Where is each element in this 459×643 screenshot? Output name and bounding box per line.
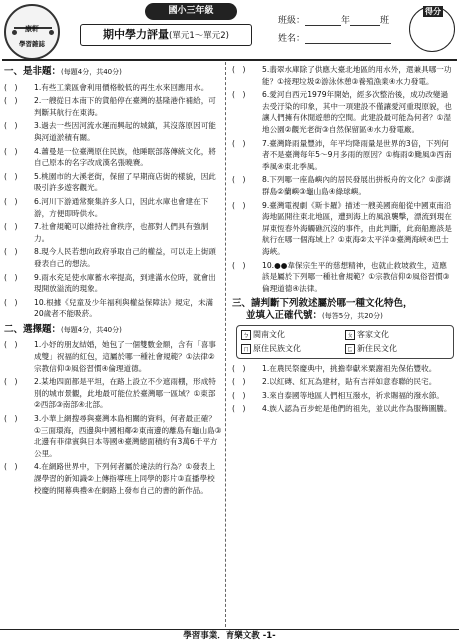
question-text: [262, 174, 454, 197]
question-body: 小妤的朋友結婚，她包了一個雙數金額，含有「喜事成雙」祝福的紅包，這屬於哪一種社會規範？①法律②宗教信仰③風俗習慣④倫理道德。: [34, 340, 216, 373]
name-label: 姓名：: [278, 34, 306, 44]
question-number: 2.: [34, 96, 42, 106]
section2-list-continued: [232, 64, 454, 294]
question-number: 3.: [34, 121, 42, 131]
question-body: 在農民祭慶典中，挑擔奉獻米粟謝祖先保佑豐收。: [269, 363, 437, 373]
question-body: 某地四面都是平坦，在路上設立不少遮雨棚，形成特別的城市景觀，此地最可能位於臺灣哪一區域？①東部②西部③南部④北部。: [34, 377, 216, 410]
question-text: [34, 146, 222, 169]
answer-blank[interactable]: ( ): [232, 90, 246, 100]
score-circle[interactable]: [409, 6, 455, 52]
question-number: 5.: [34, 171, 42, 181]
question-text: [262, 200, 454, 258]
publisher-logo: [4, 4, 60, 60]
question-item: [4, 146, 222, 169]
class-blank[interactable]: [350, 16, 380, 26]
question-number: 4.: [262, 404, 270, 414]
section2-heading: [4, 324, 222, 337]
question-number: 9.: [262, 200, 270, 210]
answer-blank[interactable]: ( ): [232, 200, 246, 210]
question-body: 臺灣降雨量豐沛，年平均降雨量是世界的3倍，下列何者不是臺灣每年5～9月多雨的原因？①梅雨②颱風③西南季風④東北季風。: [262, 138, 452, 171]
question-number: 7.: [262, 138, 270, 148]
question-text: [34, 171, 222, 194]
question-body: 在網路世界中，下列何者屬於違法的行為？①發表上課學習的新知識②上傳指導班上同學的影片③直播學校校慶的開幕典禮④在網路上發布自己的書的新作品。: [34, 462, 216, 495]
right-column: [232, 64, 454, 417]
section2-title: 二、選擇題：: [4, 323, 62, 335]
page-footer: 學習事業．育樂文教 -1-: [0, 629, 459, 643]
question-body: 族人認為百步蛇是他們的祖先，並以此作為服飾圖騰。: [269, 404, 452, 414]
question-text: [34, 413, 222, 459]
question-number: 1.: [34, 340, 42, 350]
section3-list: [232, 363, 454, 415]
question-body: 過去一些因河流水運而興起的城鎮，其沒落原因可能與河道淤積有關。: [34, 121, 216, 142]
question-body: 以紅磚、紅瓦為建材，貼有吉祥如意春聯的民宅。: [269, 377, 437, 387]
question-body: 蕭曼是一位臺灣原住民族，他睡眠部落傳統文化，將自己原本的名字改成漢名張曉賽。: [34, 146, 216, 168]
question-body: 社會規範可以維持社會秩序，也都對人們具有強制力。: [34, 222, 209, 243]
question-item: [4, 246, 222, 269]
question-body: 有些工業區會利用價格較低的再生水來回應用水。: [41, 82, 209, 92]
question-body: 臺灣電視劇《斯卡羅》描述一艘美國商船從中國東南沿海地區開往東北地區，遭到海上的風浪襲擊，漂流到現在屏東恆春外海觸礁沉沒的事件，由此判斷，此商船應該是航行在哪一個海域上？①東海②太平洋③臺灣海峽④巴士海峽。: [262, 200, 452, 256]
section3-title: 三、請判斷下列敘述屬於哪一種文化特色，: [232, 298, 413, 310]
question-item: [232, 200, 454, 258]
question-item: [232, 138, 454, 173]
answer-blank[interactable]: ( ): [4, 222, 18, 232]
answer-blank[interactable]: ( ): [4, 96, 18, 106]
question-number: 8.: [262, 175, 270, 185]
option-label: 客家文化: [357, 330, 389, 340]
question-body: 雨水充足使水庫蓄水率提高，到達滿水位時，就會出現開放溢流的現象。: [34, 272, 216, 294]
question-item: [4, 82, 222, 94]
culture-option: [241, 329, 345, 341]
question-body: 根據《兒童及少年福利與權益保障法》規定，未滿20歲者不能吸菸。: [34, 297, 214, 319]
question-text: [34, 196, 222, 219]
question-text: [262, 376, 454, 388]
question-text: [34, 272, 222, 295]
question-text: [34, 461, 222, 496]
section1-heading: [4, 66, 222, 79]
question-body: 下列哪一座島嶼內的居民發展出拼板舟的文化？①澎湖群島②蘭嶼③龜山島④綠球嶼。: [262, 175, 451, 196]
answer-blank[interactable]: ( ): [232, 390, 246, 400]
answer-blank[interactable]: ( ): [232, 363, 246, 373]
culture-option: [241, 343, 345, 355]
question-text: [262, 403, 454, 415]
question-body: 河川下游通常聚集許多人口，因此水庫也會建在下游，方便即時供水。: [34, 196, 209, 218]
question-text: [262, 89, 454, 135]
question-body: 一艘從日本南下的貨船停在臺灣的基隆港作補給，可判斷其航行在東海。: [34, 96, 216, 117]
student-info: [278, 12, 391, 48]
question-number: 3.: [34, 414, 42, 424]
question-item: [232, 64, 454, 87]
option-label: 閩南文化: [253, 330, 285, 340]
question-number: 2.: [34, 377, 42, 387]
class-label: 班級：: [278, 16, 306, 26]
answer-blank[interactable]: ( ): [4, 297, 18, 307]
grade-badge: 國小三年級: [145, 3, 237, 20]
section3-title-line2: 並填入正確代號：(每答5分，共20分): [246, 309, 383, 321]
question-number: 1.: [262, 363, 270, 373]
question-item: [4, 196, 222, 219]
answer-blank[interactable]: ( ): [4, 121, 18, 131]
question-text: [262, 390, 454, 402]
answer-blank[interactable]: ( ): [232, 377, 246, 387]
question-item: [232, 89, 454, 135]
question-number: 4.: [34, 462, 42, 472]
question-body: 來自泰國等地區人們相互潑水，祈求賜福的潑水節。: [269, 390, 444, 400]
logo-text-main: 康軒: [25, 25, 39, 33]
question-item: [4, 297, 222, 320]
answer-blank[interactable]: ( ): [4, 272, 18, 282]
question-text: [34, 120, 222, 143]
question-number: 2.: [262, 377, 270, 387]
question-number: 9.: [34, 272, 42, 282]
exam-title: [80, 24, 252, 46]
question-item: [4, 461, 222, 496]
question-text: [34, 376, 222, 411]
question-item: [232, 260, 454, 295]
answer-blank[interactable]: ( ): [4, 340, 18, 350]
section2-list: [4, 339, 222, 496]
question-number: 8.: [34, 247, 42, 257]
question-number: 1.: [34, 82, 42, 92]
option-code: ㄅ: [242, 330, 250, 339]
question-number: 7.: [34, 222, 42, 232]
answer-blank[interactable]: ( ): [4, 414, 18, 424]
answer-blank[interactable]: ( ): [232, 65, 246, 74]
question-number: 3.: [262, 390, 270, 400]
logo-text-sub: 學習雜誌: [19, 40, 45, 48]
question-text: [34, 82, 222, 94]
question-text: [262, 64, 454, 87]
question-body: 現今人民若想向政府爭取自己的權益，可以走上街頭發表自己的想法。: [34, 247, 216, 268]
question-body: 翡翠水庫除了供應大臺北地區的用水外，還兼具哪一功能？①接理垃圾②游泳休憩③養殖漁業④水力發電。: [262, 65, 452, 86]
answer-blank[interactable]: ( ): [232, 138, 246, 148]
question-item: [4, 413, 222, 459]
question-body: ●●韋保宗生平的慈想精神，也就止救坡救生，這應該是屬於下列哪一種社會規範？①宗教信仰②風俗習慣③倫理道德④法律。: [262, 260, 450, 293]
question-item: [4, 171, 222, 194]
question-text: [262, 260, 454, 295]
question-text: [34, 297, 222, 320]
question-number: 6.: [262, 90, 270, 100]
culture-options: [236, 325, 454, 358]
section1-list: [4, 82, 222, 320]
question-item: [4, 272, 222, 295]
option-label: 原住民族文化: [253, 344, 301, 354]
culture-option: [345, 343, 449, 355]
score-label: 得分: [425, 7, 441, 16]
question-text: [34, 221, 222, 244]
answer-blank[interactable]: ( ): [4, 82, 18, 92]
grade-label: 年: [341, 16, 351, 26]
grade-blank[interactable]: [305, 16, 341, 26]
culture-option: [345, 329, 449, 341]
question-text: [262, 138, 454, 173]
class-row: [278, 12, 391, 30]
question-item: [4, 221, 222, 244]
question-number: 4.: [34, 146, 42, 156]
header-divider: [2, 59, 457, 61]
answer-blank[interactable]: ( ): [232, 260, 246, 270]
option-label: 新住民文化: [357, 344, 397, 354]
question-item: [232, 174, 454, 197]
option-code: ㄈ: [346, 344, 354, 353]
section3-heading: [232, 298, 454, 322]
answer-blank[interactable]: ( ): [4, 377, 18, 387]
name-blank[interactable]: [305, 34, 391, 44]
answer-blank[interactable]: ( ): [4, 247, 18, 257]
section3-points: (每答5分，共20分): [322, 311, 383, 320]
question-item: [4, 339, 222, 374]
question-body: 桃園市的大溪老街，保留了早期商店街的樣貌，因此吸引許多遊客觀光。: [34, 171, 216, 193]
option-code: ㄇ: [242, 344, 250, 353]
question-number: 10.: [262, 260, 275, 270]
name-row: [278, 30, 391, 48]
question-number: 10.: [34, 297, 47, 307]
section1-points: (每題4分，共40分): [61, 68, 122, 76]
question-item: [232, 403, 454, 415]
question-number: 5.: [262, 65, 270, 74]
question-item: [232, 376, 454, 388]
answer-blank[interactable]: ( ): [4, 196, 18, 206]
option-code: ㄆ: [346, 330, 354, 339]
question-text: [34, 339, 222, 374]
question-item: [4, 376, 222, 411]
answer-blank[interactable]: ( ): [232, 175, 246, 185]
section1-title: 一、是非題：: [4, 66, 62, 77]
answer-blank[interactable]: ( ): [4, 462, 18, 472]
question-body: 愛河自西元1979年開始，經多次整治後，成功改變過去受汙染的印象，其中一項建設不僅讓愛河重現原貌，也讓人們擁有休閒遊憩的空間。此建設最可能為何者？①湿地公園②觀光老街③自然保留區④水力發電廠。: [262, 90, 452, 134]
left-column: [4, 64, 222, 498]
question-number: 6.: [34, 196, 42, 206]
question-item: [4, 95, 222, 118]
question-item: [4, 120, 222, 143]
question-item: [232, 390, 454, 402]
answer-blank[interactable]: ( ): [4, 146, 18, 156]
question-item: [232, 363, 454, 375]
question-text: [34, 95, 222, 118]
column-divider: [225, 62, 226, 627]
exam-title-main: 期中學力評量: [103, 28, 170, 41]
question-text: [34, 246, 222, 269]
question-body: 小華上網搜尋與臺灣本島相關的資料，何者最正確？①三面環海，西邊與中國相鄰②東南邊的離島有龜山島③北邊有菲律賓與日本等國④臺灣總面積約有3萬6千平方公里。: [34, 414, 222, 458]
question-text: [262, 363, 454, 375]
answer-blank[interactable]: ( ): [232, 404, 246, 414]
answer-blank[interactable]: ( ): [4, 171, 18, 181]
class-suffix: 班: [380, 16, 390, 26]
exam-title-range: (單元1～單元2): [169, 31, 229, 41]
section2-points: (每題4分，共40分): [61, 325, 122, 334]
